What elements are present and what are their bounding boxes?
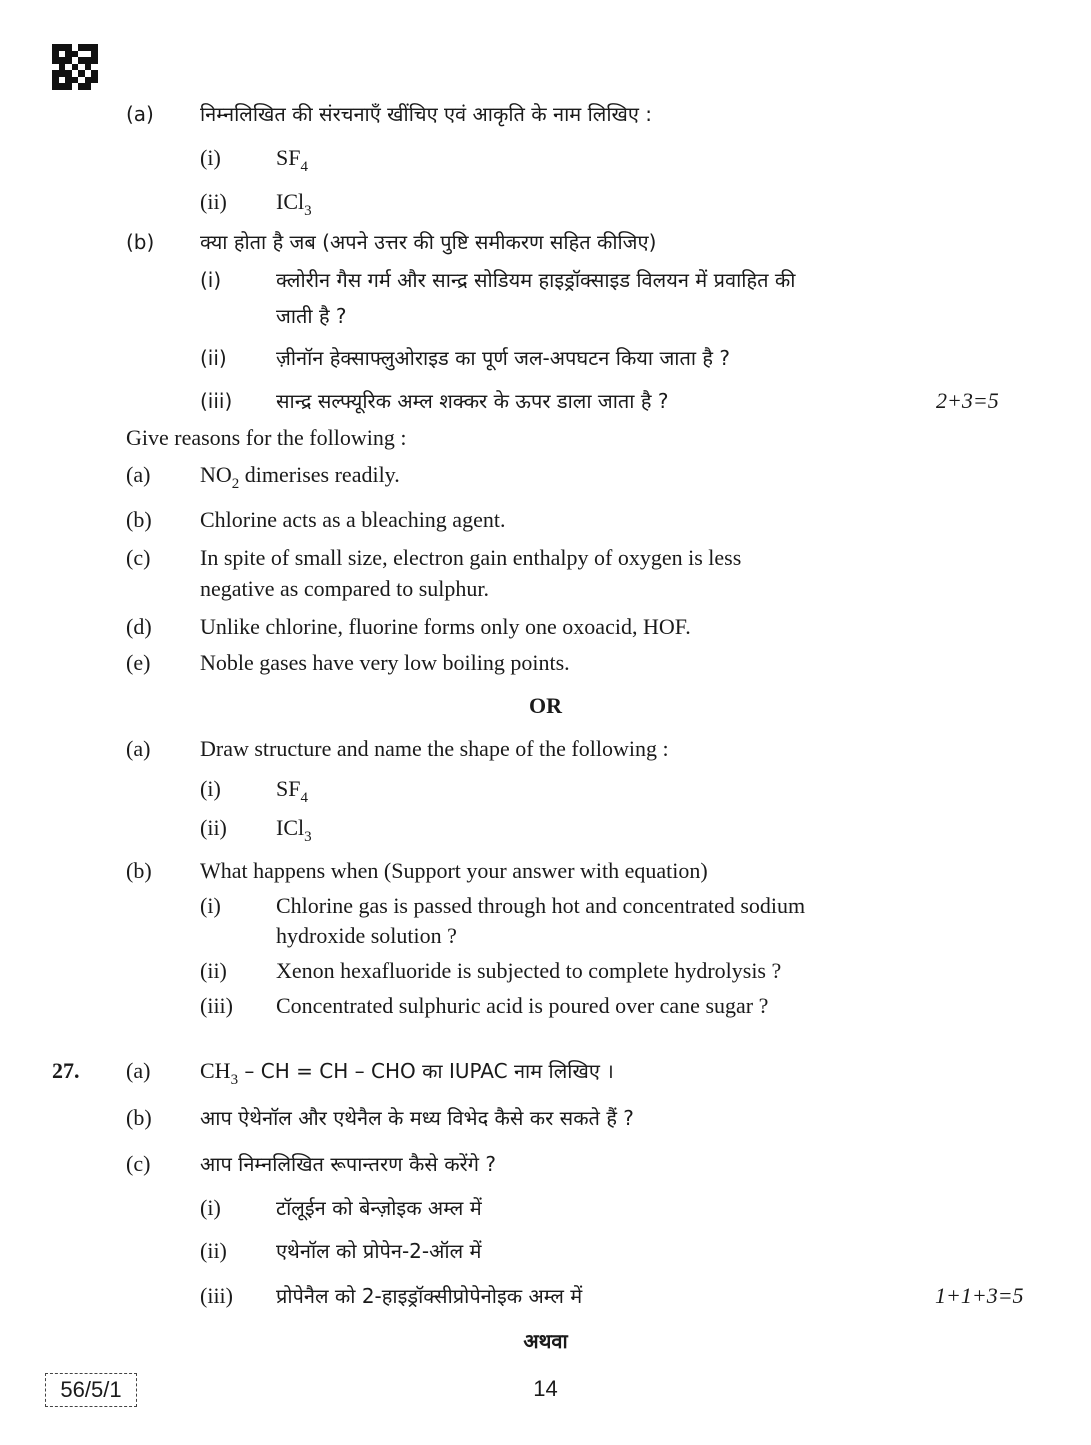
formula-base: CH — [200, 1058, 231, 1083]
item-text: In spite of small size, electron gain enthalpy of oxygen is less — [200, 545, 742, 570]
formula-subscript: 3 — [304, 203, 312, 219]
question-number: 27. — [52, 1058, 80, 1083]
or-divider-hindi: अथवा — [523, 1329, 568, 1353]
item-text: What happens when (Support your answer with equation) — [200, 858, 708, 883]
formula-base: SF — [276, 145, 301, 170]
item-text: Draw structure and name the shape of the following : — [200, 736, 669, 761]
item-text: Concentrated sulphuric acid is poured over cane sugar ? — [276, 993, 769, 1018]
formula-icl3 — [276, 812, 312, 847]
item-label: (b) — [126, 858, 152, 883]
formula-base: SF — [276, 776, 301, 801]
q27-item-c-iii — [0, 1280, 1091, 1312]
formula-base: ICl — [276, 189, 305, 214]
item-label: (iii) — [200, 993, 233, 1018]
item-label: (b) — [126, 1105, 152, 1130]
item-text-rest: dimerises readily. — [239, 462, 400, 487]
item-label: (c) — [126, 545, 151, 570]
item-text — [200, 459, 400, 494]
item-text: ज़ीनॉन हेक्साफ्लुओराइड का पूर्ण जल-अपघटन किया जाता है ? — [276, 346, 730, 370]
item-text: Give reasons for the following : — [126, 425, 407, 450]
item-text: प्रोपेनैल को 2-हाइड्रॉक्सीप्रोपेनोइक अम्ल में — [276, 1284, 583, 1308]
item-text: Unlike chlorine, fluorine forms only one oxoacid, HOF. — [200, 614, 691, 639]
item-text: टॉलूईन को बेन्ज़ोइक अम्ल में — [276, 1196, 482, 1220]
qr-code — [52, 44, 98, 90]
formula-icl3 — [276, 186, 312, 221]
item-label: (i) — [200, 893, 221, 918]
formula-base: NO — [200, 462, 232, 487]
item-label: (ii) — [200, 1238, 227, 1263]
hi-item-b-iii — [0, 385, 1091, 417]
item-text: जाती है ? — [276, 304, 347, 328]
item-label: (a) — [126, 736, 151, 761]
item-text: Chlorine acts as a bleaching agent. — [200, 507, 506, 532]
item-label: (c) — [126, 1151, 151, 1176]
item-label: (ii) — [200, 346, 227, 370]
formula-subscript: 2 — [231, 476, 240, 492]
item-text-rest: – CH = CH – CHO का IUPAC नाम लिखिए । — [238, 1059, 614, 1083]
or-divider: OR — [529, 693, 562, 718]
item-text: निम्नलिखित की संरचनाएँ खींचिए एवं आकृति के नाम लिखिए : — [200, 102, 653, 126]
paper-code: 56/5/1 — [45, 1373, 137, 1407]
item-text: Chlorine gas is passed through hot and concentrated sodium — [276, 893, 806, 918]
item-text: आप ऐथेनॉल और एथेनैल के मध्य विभेद कैसे कर सकते हैं ? — [200, 1106, 634, 1130]
item-label: (i) — [200, 145, 221, 170]
item-text: एथेनॉल को प्रोपेन-2-ऑल में — [276, 1239, 482, 1263]
item-label: (i) — [200, 268, 222, 292]
item-text: negative as compared to sulphur. — [200, 576, 489, 601]
item-label: (ii) — [200, 815, 227, 840]
formula-base: ICl — [276, 815, 305, 840]
marks: 2+3=5 — [936, 388, 999, 413]
item-text — [200, 1055, 614, 1090]
item-text: आप निम्नलिखित रूपान्तरण कैसे करेंगे ? — [200, 1152, 496, 1176]
item-label: (i) — [200, 1195, 221, 1220]
item-text: क्या होता है जब (अपने उत्तर की पुष्टि समीकरण सहित कीजिए) — [200, 230, 657, 254]
formula-subscript: 3 — [230, 1072, 239, 1088]
item-text: Noble gases have very low boiling points. — [200, 650, 570, 675]
item-label: (iii) — [200, 389, 233, 413]
item-label: (ii) — [200, 189, 227, 214]
item-label: (iii) — [200, 1283, 233, 1308]
item-text: hydroxide solution ? — [276, 923, 457, 948]
item-label: (a) — [126, 1058, 151, 1083]
item-label: (b) — [126, 507, 152, 532]
item-text: Xenon hexafluoride is subjected to complete hydrolysis ? — [276, 958, 782, 983]
formula-sf4 — [276, 773, 308, 808]
item-label: (b) — [126, 230, 155, 254]
page-number: 14 — [533, 1376, 558, 1401]
marks: 1+1+3=5 — [935, 1283, 1024, 1308]
item-label: (e) — [126, 650, 151, 675]
formula-subscript: 3 — [304, 829, 312, 845]
formula-subscript: 4 — [300, 159, 308, 175]
formula-sf4 — [276, 142, 308, 177]
formula-subscript: 4 — [300, 790, 308, 806]
item-label: (i) — [200, 776, 221, 801]
item-label: (ii) — [200, 958, 227, 983]
item-label: (a) — [126, 462, 151, 487]
item-label: (a) — [126, 102, 154, 126]
item-text: क्लोरीन गैस गर्म और सान्द्र सोडियम हाइड्रॉक्साइड विलयन में प्रवाहित की — [276, 268, 796, 292]
item-label: (d) — [126, 614, 152, 639]
item-text: सान्द्र सल्फ्यूरिक अम्ल शक्कर के ऊपर डाला जाता है ? — [276, 389, 669, 413]
